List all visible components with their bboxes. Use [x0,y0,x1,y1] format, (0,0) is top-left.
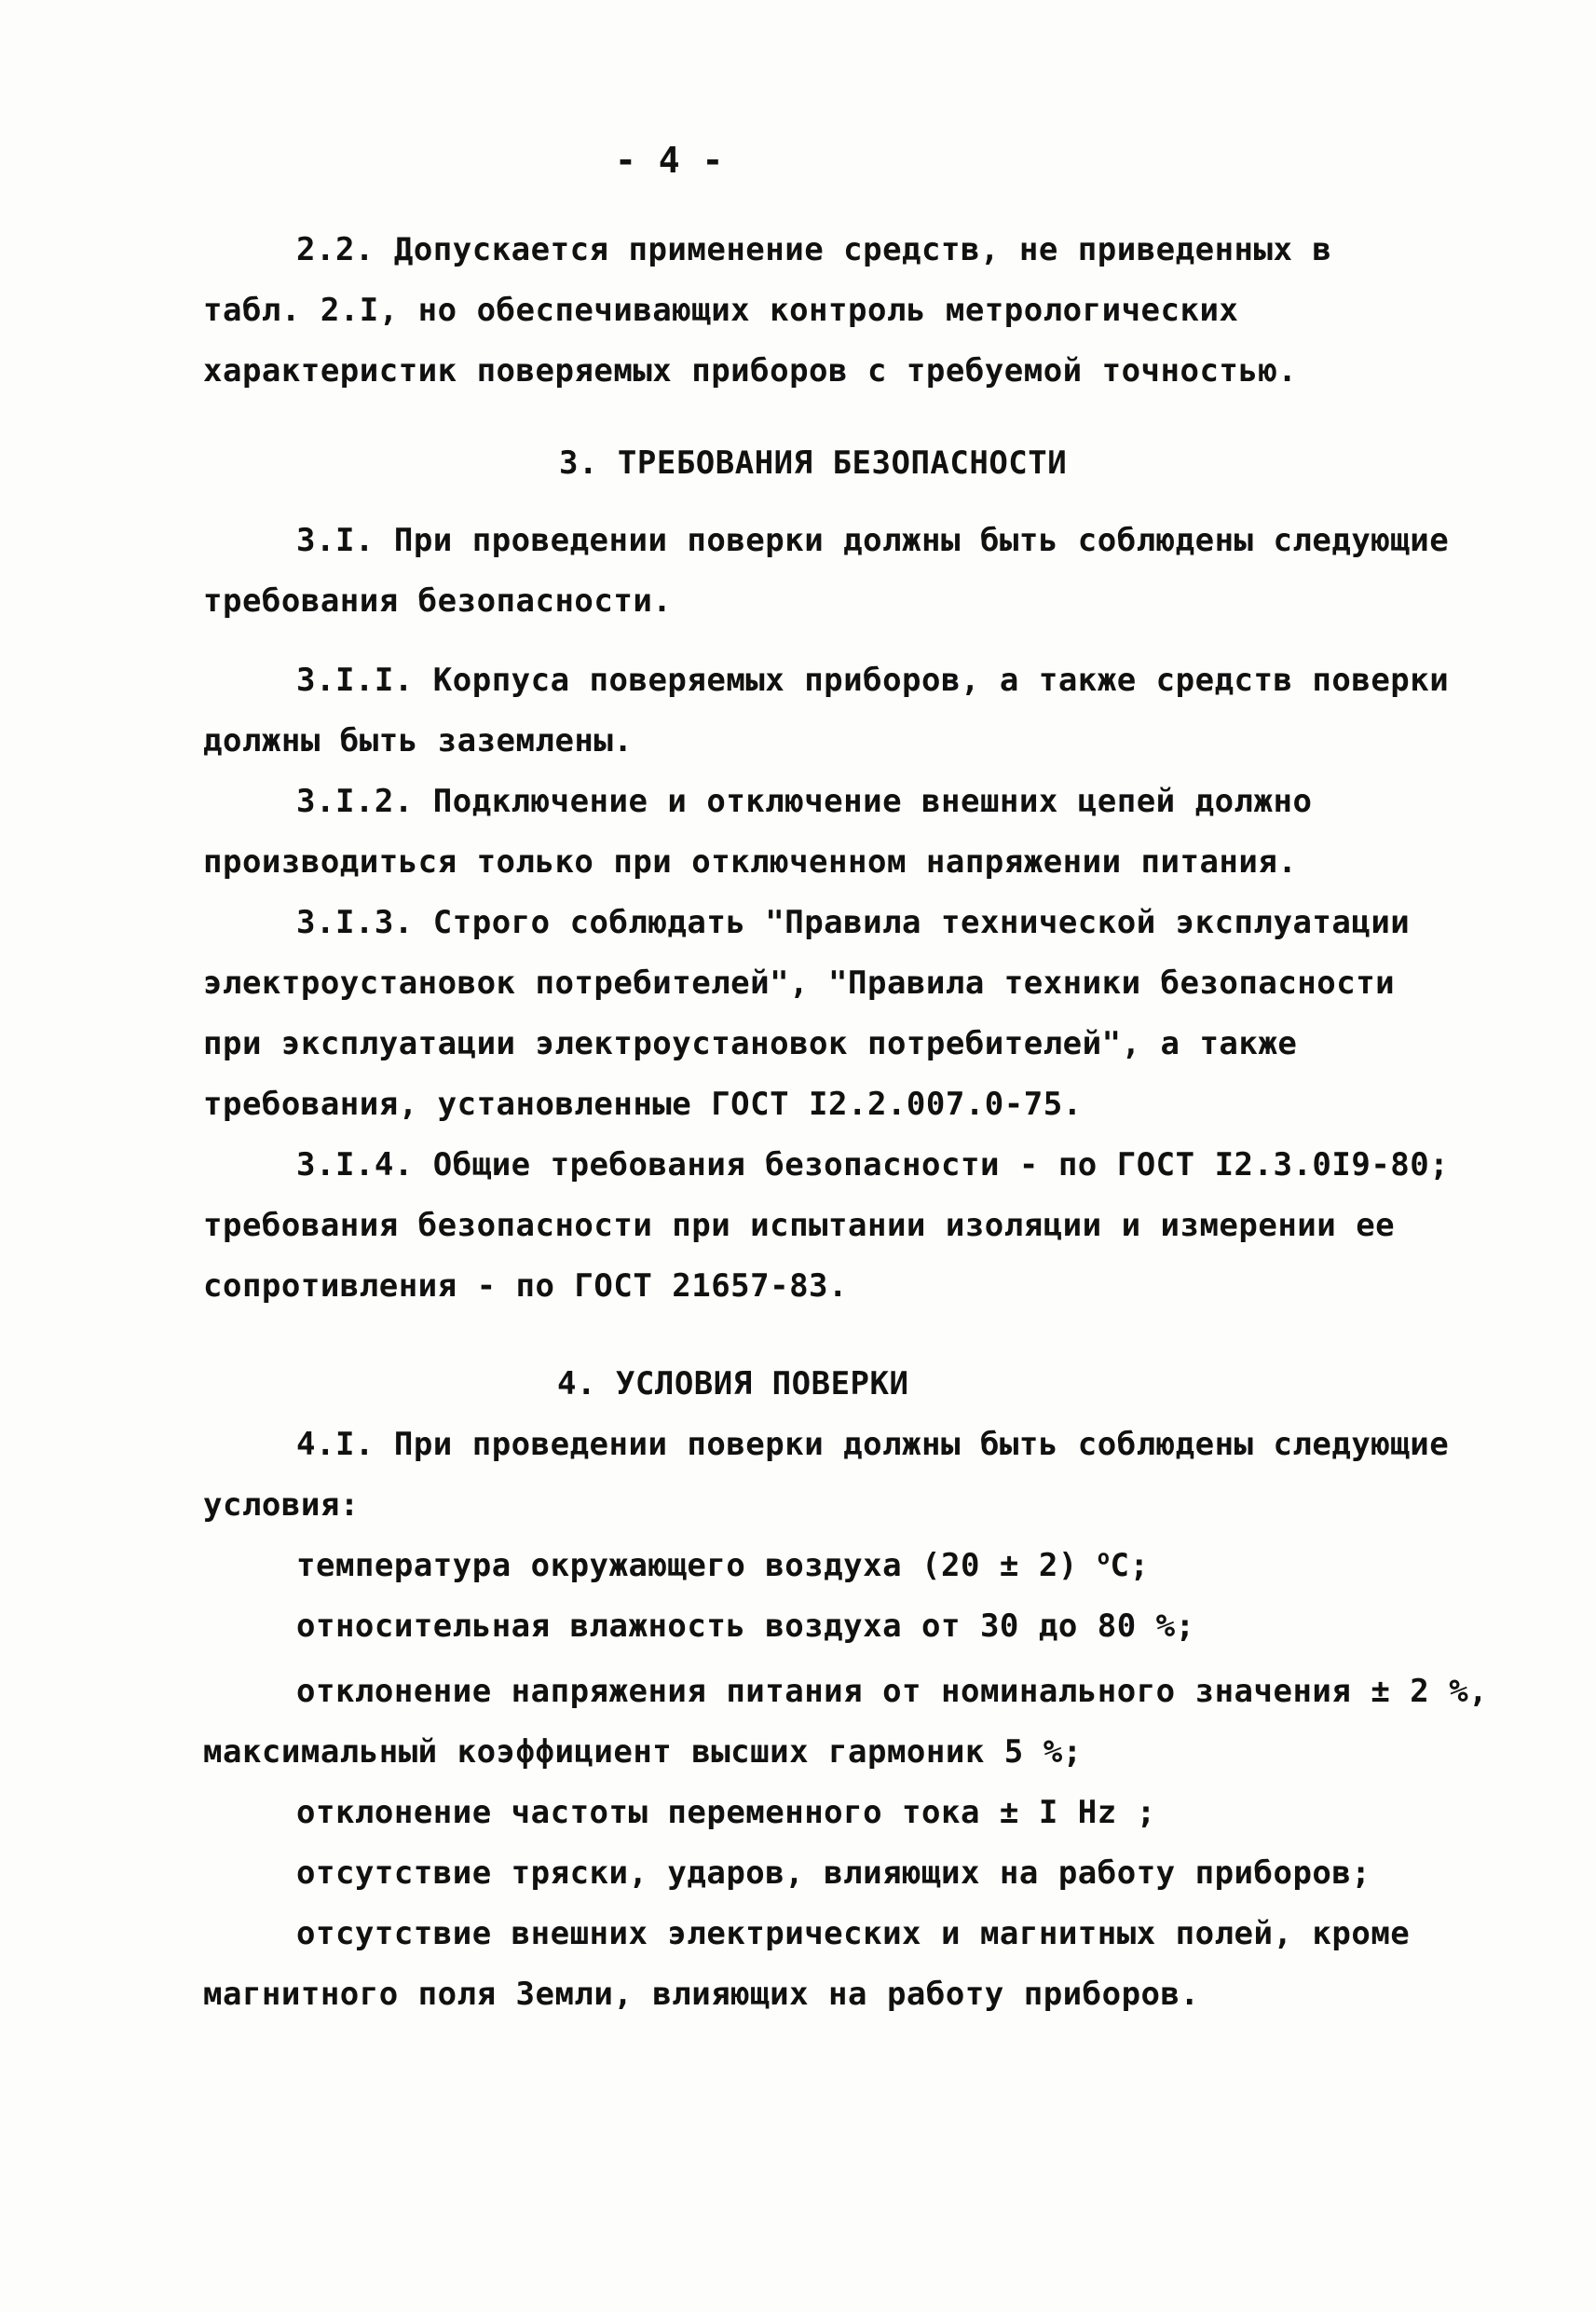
condition-voltage-line-2: максимальный коэффициент высших гармоник 5 %; [203,1733,1083,1771]
para-2-2-line-3: характеристик поверяемых приборов с требуемой точностью. [203,352,1298,390]
para-3-1-3-line-4: требования, установленные ГОСТ I2.2.007.0-75. [203,1086,1083,1123]
condition-temperature-unit: C; [1110,1547,1150,1584]
para-3-1-4-line-1: 3.I.4. Общие требования безопасности - по ГОСТ I2.3.0I9-80; [296,1146,1450,1183]
para-3-1-1-line-2: должны быть заземлены. [203,722,634,759]
para-4-1-line-2: условия: [203,1486,360,1524]
condition-voltage-line-1: отклонение напряжения питания от номинального значения ± 2 %, [296,1673,1489,1710]
condition-temperature-text: температура окружающего воздуха (20 ± 2) [296,1547,1098,1584]
para-3-1-3-line-3: при эксплуатации электроустановок потребителей", а также [203,1025,1298,1062]
para-2-2-line-2: табл. 2.I, но обеспечивающих контроль метрологических [203,292,1239,329]
para-3-1-3-line-1: 3.I.3. Строго соблюдать "Правила технической эксплуатации [296,904,1411,941]
para-4-1-line-1: 4.I. При проведении поверки должны быть соблюдены следующие [296,1426,1450,1463]
condition-temperature [296,1547,1149,1584]
para-3-1-line-1: 3.I. При проведении поверки должны быть соблюдены следующие [296,522,1450,559]
para-3-1-line-2: требования безопасности. [203,582,673,620]
condition-fields-line-1: отсутствие внешних электрических и магнитных полей, кроме [296,1915,1411,1952]
para-3-1-4-line-3: сопротивления - по ГОСТ 21657-83. [203,1267,849,1305]
degree-sign: o [1097,1546,1111,1570]
condition-frequency: отклонение частоты переменного тока ± I Hz ; [296,1794,1156,1831]
para-3-1-2-line-2: производиться только при отключенном напряжении питания. [203,843,1298,881]
condition-vibration: отсутствие тряски, ударов, влияющих на работу приборов; [296,1854,1371,1892]
para-3-1-4-line-2: требования безопасности при испытании изоляции и измерении ее [203,1207,1396,1244]
para-3-1-2-line-1: 3.I.2. Подключение и отключение внешних цепей должно [296,783,1313,820]
section-3-heading: 3. ТРЕБОВАНИЯ БЕЗОПАСНОСТИ [559,445,1068,482]
condition-humidity: относительная влажность воздуха от 30 до 80 %; [296,1607,1195,1645]
condition-fields-line-2: магнитного поля Земли, влияющих на работу приборов. [203,1976,1200,2013]
section-4-heading: 4. УСЛОВИЯ ПОВЕРКИ [557,1365,909,1402]
para-3-1-3-line-2: электроустановок потребителей", "Правила техники безопасности [203,964,1396,1002]
para-2-2-line-1: 2.2. Допускается применение средств, не приведенных в [296,231,1332,268]
page-number: - 4 - [615,140,724,181]
para-3-1-1-line-1: 3.I.I. Корпуса поверяемых приборов, а также средств поверки [296,662,1450,699]
